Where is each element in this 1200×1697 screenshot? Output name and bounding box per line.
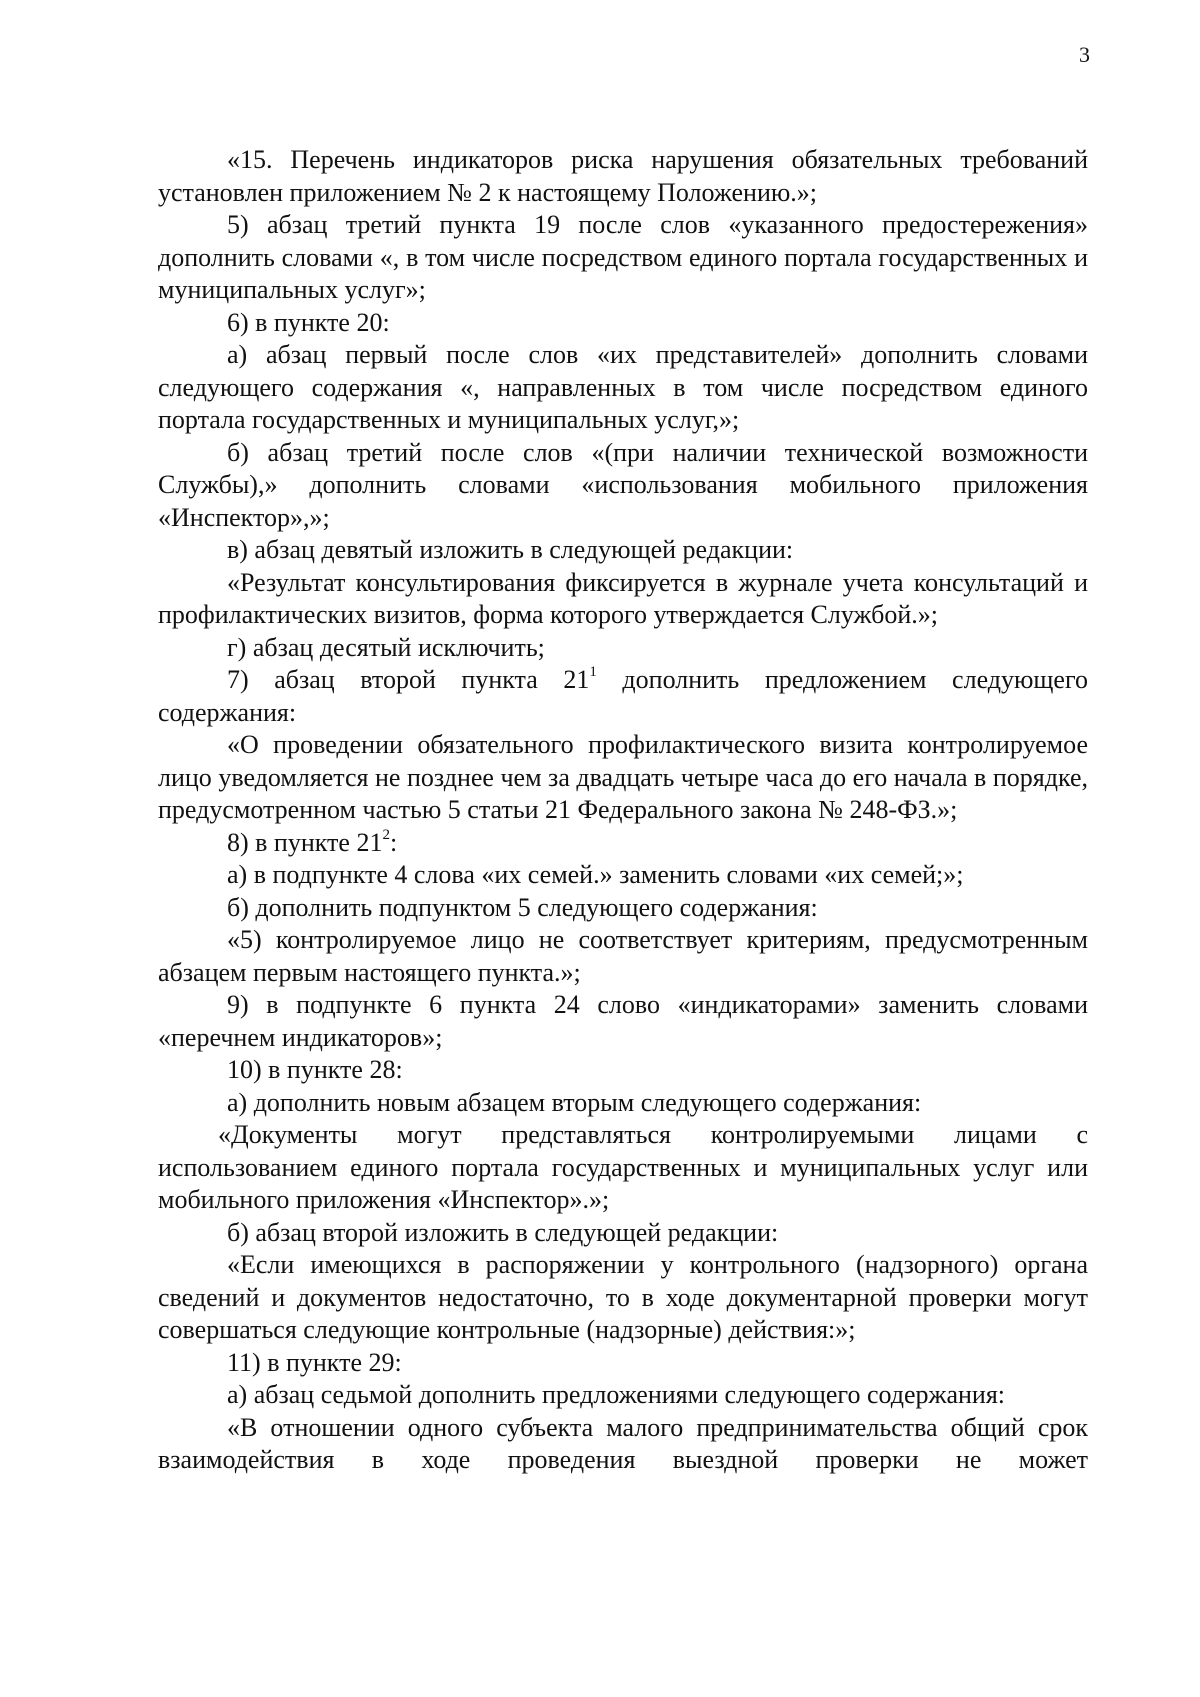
paragraph-quote-documents: «Документы могут представляться контролируемыми лицами с использованием единого портала государственных и муниципальных услуг или мобильного приложения «Инспектор».»; xyxy=(158,1120,1088,1214)
paragraph-item-15: «15. Перечень индикаторов риска нарушения обязательных требований установлен приложением № 2 к настоящему Положению.»; xyxy=(158,145,1088,207)
paragraph-8b: б) дополнить подпунктом 5 следующего содержания: xyxy=(227,892,818,922)
paragraph-subitem-7-text: 7) абзац второй пункта 21 xyxy=(227,665,590,694)
paragraph-6a: а) абзац первый после слов «их представителей» дополнить словами следующего содержания «, направленных в том числе посредством единого портала государственных и муниципальных услуг,»; xyxy=(158,340,1088,434)
paragraph-quote-visit: «О проведении обязательного профилактического визита контролируемое лицо уведомляется не позднее чем за двадцать четыре часа до его начала в порядке, предусмотренном частью 5 статьи 21 Федерального закона № 248-ФЗ.»; xyxy=(158,730,1088,824)
document-body xyxy=(158,144,1088,1477)
paragraph-6b: б) абзац третий после слов «(при наличии технической возможности Службы),» дополнить словами «использования мобильного приложения «Инспектор»,»; xyxy=(158,437,1088,532)
paragraph-subitem-8 xyxy=(158,827,1088,860)
paragraph-subitem-5: 5) абзац третий пункта 19 после слов «указанного предостережения» дополнить словами «, в том числе посредством единого портала государственных и муниципальных услуг»; xyxy=(158,210,1088,304)
superscript: 2 xyxy=(382,826,390,843)
paragraph-subitem-8-text: 8) в пункте 21 xyxy=(227,827,383,857)
paragraph-quote-small-business: «В отношении одного субъекта малого предпринимательства общий срок взаимодействия в ходе проведения выездной проверки не может xyxy=(158,1412,1088,1474)
paragraph-6g: г) абзац десятый исключить; xyxy=(227,632,545,662)
paragraph-11a: а) абзац седьмой дополнить предложениями следующего содержания: xyxy=(227,1380,1006,1409)
paragraph-6v: в) абзац девятый изложить в следующей редакции: xyxy=(227,535,794,564)
paragraph-subitem-11: 11) в пункте 29: xyxy=(227,1347,402,1377)
paragraph-subitem-6: 6) в пункте 20: xyxy=(227,307,390,337)
paragraph-subitem-9: 9) в подпункте 6 пункта 24 слово «индикаторами» заменить словами «перечнем индикаторов»; xyxy=(158,990,1088,1052)
paragraph-subitem-8-text-cont: : xyxy=(389,827,398,857)
paragraph-quote-check: «Если имеющихся в распоряжении у контрольного (надзорного) органа сведений и документов недостаточно, то в ходе документарной проверки могут совершаться следующие контрольные (надзорные) действия:»; xyxy=(158,1250,1088,1344)
paragraph-subitem-7-text-cont: дополнить предложением следующего содержания: xyxy=(158,665,1088,727)
paragraph-quote-consultation: «Результат консультирования фиксируется в журнале учета консультаций и профилактических визитов, форма которого утверждается Службой.»; xyxy=(158,567,1088,629)
paragraph-subitem-7 xyxy=(158,664,1088,729)
paragraph-10a: а) дополнить новым абзацем вторым следующего содержания: xyxy=(227,1087,922,1117)
paragraph-10b: б) абзац второй изложить в следующей редакции: xyxy=(227,1217,779,1247)
paragraph-subitem-10: 10) в пункте 28: xyxy=(227,1055,403,1084)
page-number: 3 xyxy=(1079,42,1090,67)
paragraph-8a: а) в подпункте 4 слова «их семей.» заменить словами «их семей;»; xyxy=(227,860,964,889)
paragraph-quote-criteria: «5) контролируемое лицо не соответствует критериям, предусмотренным абзацем первым настоящего пункта.»; xyxy=(158,925,1088,987)
superscript: 1 xyxy=(589,664,597,681)
